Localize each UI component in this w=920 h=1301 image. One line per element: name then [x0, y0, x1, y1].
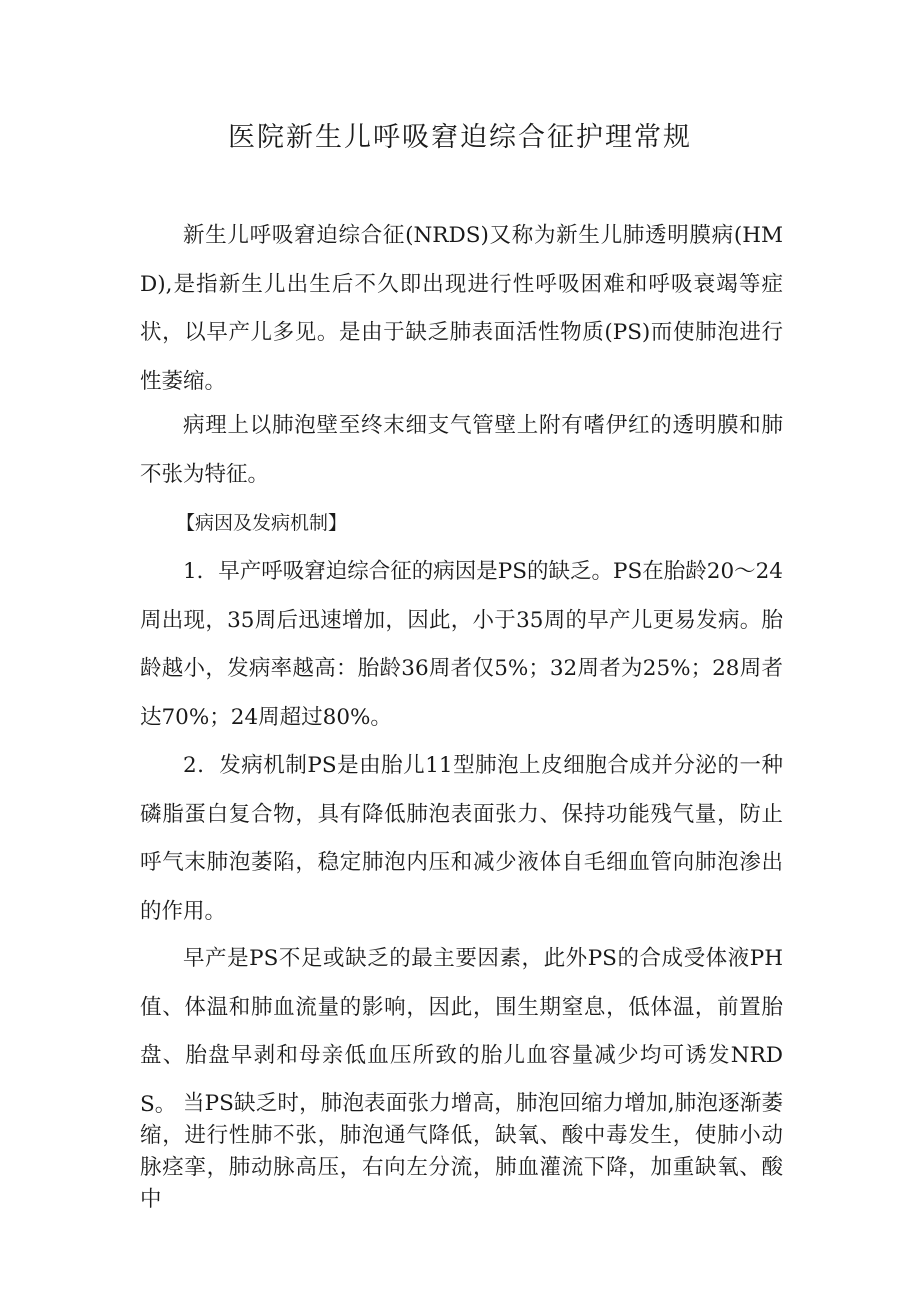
- paragraph-pathology: 病理上以肺泡壁至终末细支气管壁上附有嗜伊红的透明膜和肺不张为特征。: [140, 413, 783, 487]
- paragraph-mechanism-2: 2．发病机制PS是由胎儿11型肺泡上皮细胞合成并分泌的一种磷脂蛋白复合物，具有降低肺泡表面张力、保持功能残气量，防止呼气末肺泡萎陷，稳定肺泡内压和减少液体自毛细血管向肺泡渗出的作用。: [140, 753, 783, 924]
- paragraph-definition: 新生儿呼吸窘迫综合征(NRDS)又称为新生儿肺透明膜病(HMD),是指新生儿出生后不久即出现进行性呼吸困难和呼吸衰竭等症状，以早产儿多见。是由于缺乏肺表面活性物质(PS)而使肺泡进行性萎缩。: [140, 223, 783, 394]
- paragraph-premature-factors: 早产是PS不足或缺乏的最主要因素，此外PS的合成受体液PH值、体温和肺血流量的影响，因此，围生期窒息，低体温，前置胎盘、胎盘早剥和母亲低血压所致的胎儿血容量减少均可诱发NRDS。: [140, 946, 783, 1117]
- document-title: 医院新生儿呼吸窘迫综合征护理常规: [228, 122, 692, 153]
- paragraph-ps-deficiency: 当PS缺乏时，肺泡表面张力增高，肺泡回缩力增加,肺泡逐渐萎缩，进行性肺不张，肺泡通气降低，缺氧、酸中毒发生，使肺小动脉痉挛，肺动脉高压，右向左分流，肺血灌流下降，加重缺氧、酸中: [140, 1091, 783, 1212]
- paragraph-etiology-1: 1．早产呼吸窘迫综合征的病因是PS的缺乏。PS在胎龄20～24周出现，35周后迅速增加，因此，小于35周的早产儿更易发病。胎龄越小，发病率越高：胎龄36周者仅5%；32周者为25%；28周者达70%；24周超过80%。: [140, 559, 783, 730]
- section-heading-etiology: 【病因及发病机制】: [176, 512, 348, 534]
